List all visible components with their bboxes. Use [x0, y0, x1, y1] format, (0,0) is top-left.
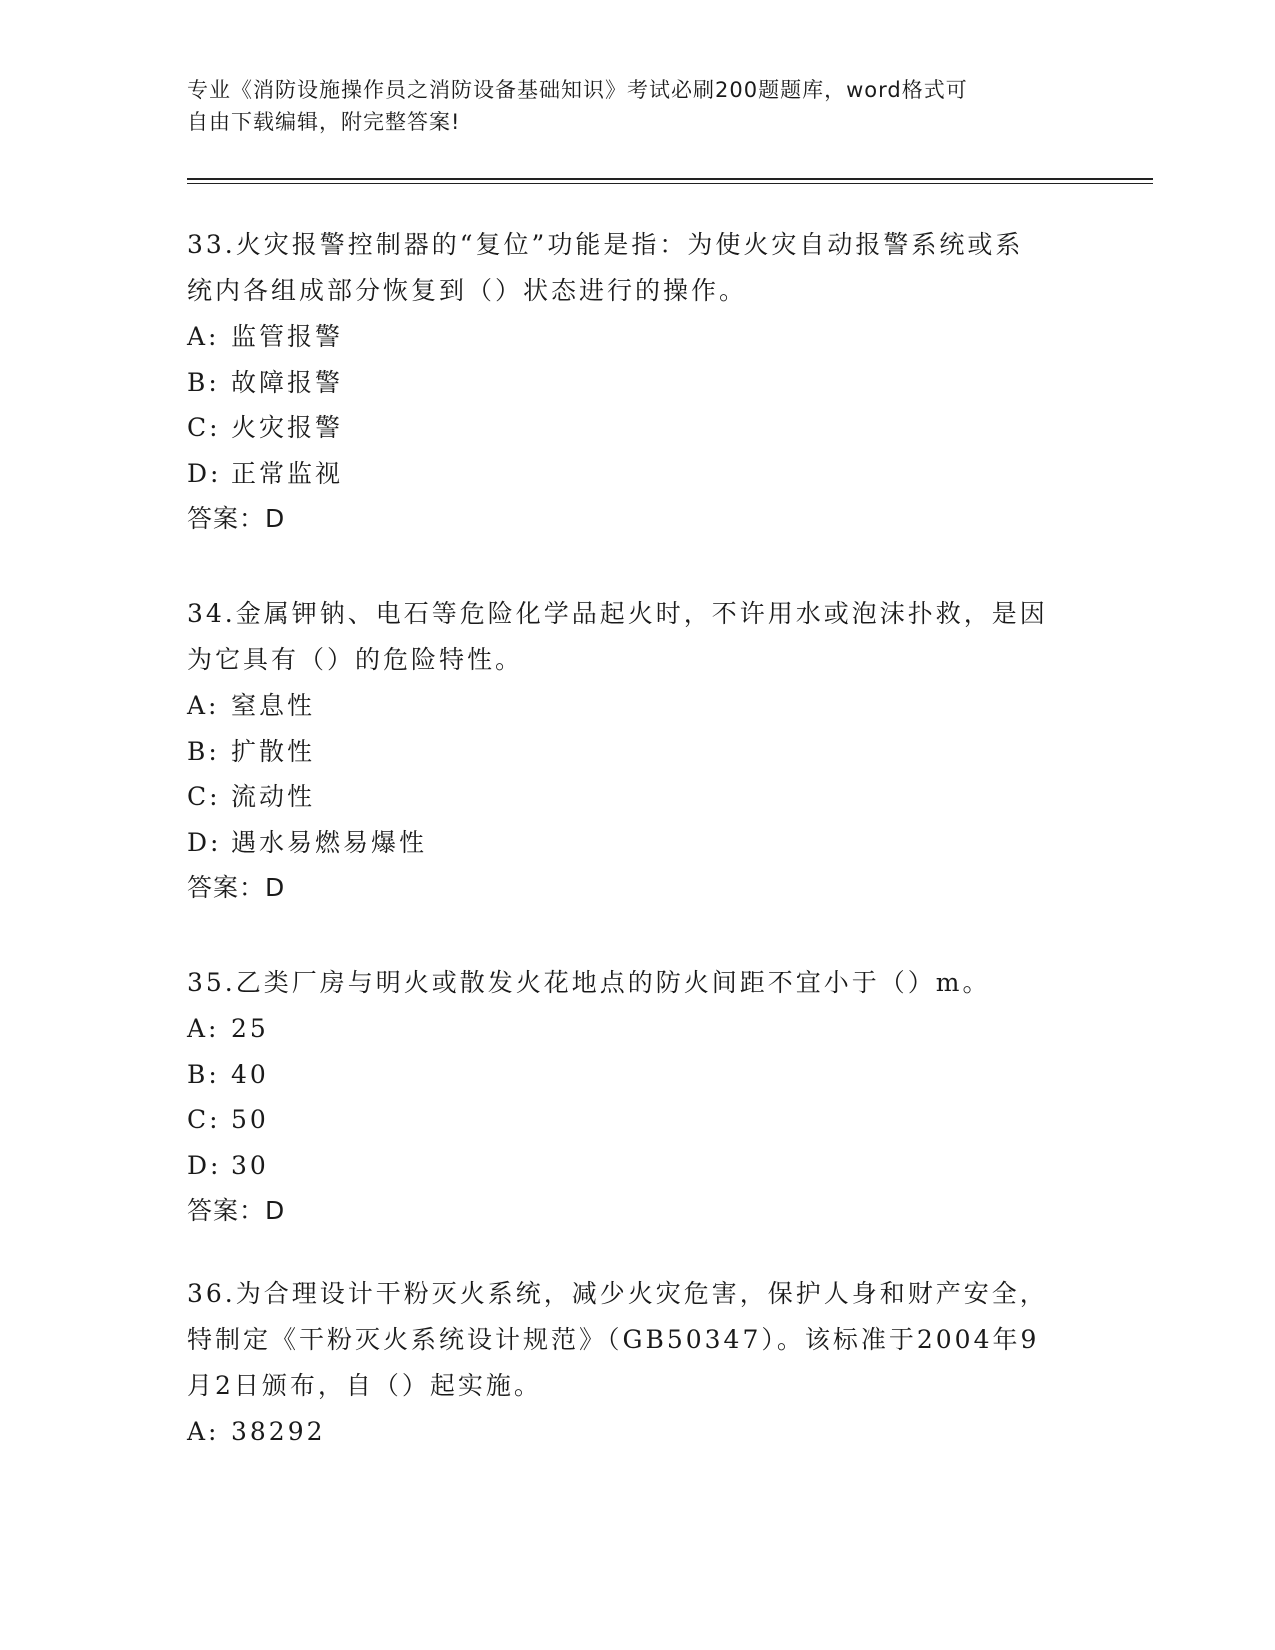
question-33 — [187, 222, 1087, 542]
option-label: D: — [187, 1150, 222, 1180]
option-label: A: — [187, 322, 220, 351]
option-label: A: — [187, 1417, 220, 1446]
option-text: 50 — [231, 1105, 269, 1134]
option-c — [187, 405, 1087, 451]
option-label: A: — [187, 1014, 220, 1043]
option-label: C: — [187, 1105, 221, 1134]
option-text: 火灾报警 — [231, 413, 344, 442]
option-text: 正常监视 — [231, 458, 344, 488]
option-label: B: — [187, 1059, 220, 1089]
option-text: 窒息性 — [231, 691, 316, 720]
option-d — [187, 820, 1087, 866]
question-35 — [187, 960, 1087, 1234]
option-c — [187, 1097, 1087, 1143]
option-b — [187, 1052, 1087, 1098]
option-a — [187, 1409, 1087, 1455]
document-header — [187, 74, 1067, 138]
question-34 — [187, 591, 1087, 911]
answer: 答案：D — [187, 1196, 286, 1225]
option-text: 遇水易燃易爆性 — [231, 827, 428, 857]
answer: 答案：D — [187, 504, 286, 533]
option-label: C: — [187, 782, 221, 811]
option-a — [187, 1006, 1087, 1052]
question-stem-line: 35.乙类厂房与明火或散发火花地点的防火间距不宜小于（）m。 — [187, 968, 991, 997]
question-stem-line: 特制定《干粉灭火系统设计规范》（GB50347）。该标准于2004年9 — [187, 1325, 1040, 1354]
option-a — [187, 683, 1087, 729]
option-d — [187, 1143, 1087, 1189]
option-d — [187, 451, 1087, 497]
option-label: B: — [187, 367, 220, 397]
question-36 — [187, 1271, 1087, 1455]
option-label: D: — [187, 827, 222, 857]
option-label: C: — [187, 413, 221, 442]
option-text: 30 — [231, 1150, 269, 1180]
option-text: 故障报警 — [231, 367, 344, 397]
header-divider — [187, 178, 1153, 180]
option-label: A: — [187, 691, 220, 720]
option-text: 38292 — [231, 1417, 326, 1446]
option-a — [187, 314, 1087, 360]
option-text: 25 — [231, 1014, 269, 1043]
question-stem-line: 34.金属钾钠、电石等危险化学品起火时，不许用水或泡沫扑救，是因 — [187, 599, 1048, 628]
answer: 答案：D — [187, 873, 286, 902]
option-label: D: — [187, 458, 222, 488]
question-stem-line: 36.为合理设计干粉灭火系统，减少火灾危害，保护人身和财产安全， — [187, 1279, 1048, 1308]
question-stem-line: 统内各组成部分恢复到（）状态进行的操作。 — [187, 276, 748, 305]
option-c — [187, 774, 1087, 820]
option-text: 监管报警 — [231, 322, 344, 351]
header-line-2: 自由下载编辑，附完整答案! — [187, 110, 461, 134]
option-b — [187, 729, 1087, 775]
option-label: B: — [187, 736, 220, 766]
question-stem-line: 33.火灾报警控制器的“复位”功能是指：为使火灾自动报警系统或系 — [187, 230, 1024, 259]
option-text: 40 — [231, 1059, 269, 1089]
option-text: 扩散性 — [231, 736, 316, 766]
question-stem-line: 月2日颁布，自（）起实施。 — [187, 1371, 542, 1400]
option-b — [187, 360, 1087, 406]
header-line-1: 专业《消防设施操作员之消防设备基础知识》考试必刷200题题库，word格式可 — [187, 78, 968, 102]
question-stem-line: 为它具有（）的危险特性。 — [187, 645, 524, 674]
header-divider-thin — [187, 183, 1153, 184]
option-text: 流动性 — [231, 782, 316, 811]
